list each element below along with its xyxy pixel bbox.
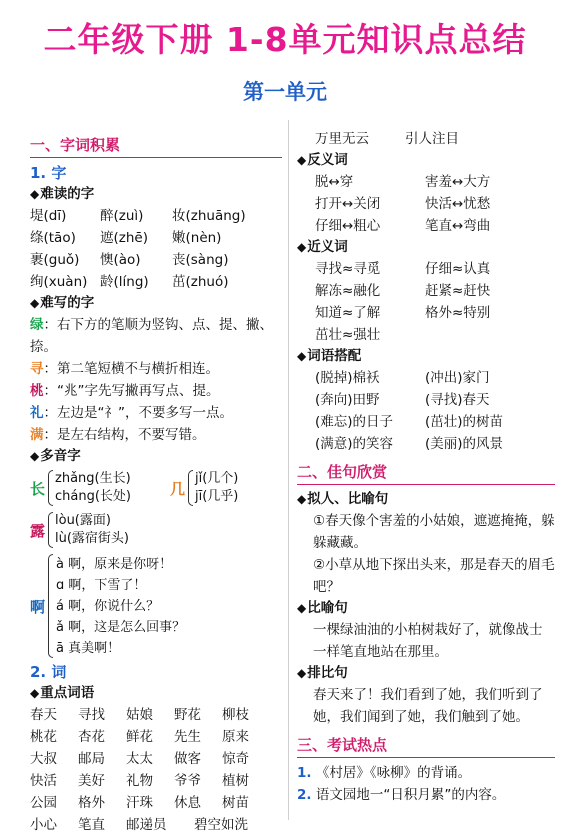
list-item bbox=[30, 314, 282, 358]
word-cell: 快活 bbox=[30, 773, 57, 789]
word-cell: 做客 bbox=[174, 751, 201, 767]
table-row bbox=[30, 792, 282, 814]
word-cell: 树苗 bbox=[222, 795, 249, 811]
reading: cháng(长处) bbox=[55, 489, 131, 504]
antonym-list bbox=[297, 171, 555, 237]
list-item bbox=[315, 215, 555, 237]
char-note: ：“兆”字先写撇再写点、提。 bbox=[43, 383, 220, 399]
word-cell: 礼物 bbox=[126, 773, 153, 789]
word-cell: 寻找 bbox=[78, 707, 105, 723]
word-pair: (美丽)的风景 bbox=[425, 436, 504, 452]
subheading-words: 2. 词 bbox=[30, 663, 67, 681]
word-cell: 太太 bbox=[126, 751, 153, 767]
list-item bbox=[30, 424, 282, 446]
list-item bbox=[30, 358, 282, 380]
word-cell: 大叔 bbox=[30, 751, 57, 767]
section-heading-vocab: 一、字词积累 bbox=[30, 132, 282, 158]
word-pair: 脱↔穿 bbox=[315, 174, 354, 190]
word-cell: 绚(xuàn) bbox=[30, 274, 88, 290]
list-item bbox=[315, 171, 555, 193]
sentence-2: ②小草从地下探出头来，那是春天的眉毛吧？ bbox=[313, 557, 555, 595]
word-pair: 茁壮≈强壮 bbox=[315, 327, 381, 343]
word-cell: 原来 bbox=[222, 729, 249, 745]
table-row bbox=[30, 770, 282, 792]
word-cell: 茁(zhuó) bbox=[172, 274, 229, 290]
heading-collocations: ◆ 词语搭配 bbox=[297, 346, 555, 367]
word-cell: 碧空如洗 bbox=[194, 817, 248, 833]
list-item bbox=[297, 784, 555, 806]
char-lu: 绿 bbox=[30, 317, 44, 333]
word-pair: (寻找)春天 bbox=[425, 392, 490, 408]
reading: á 啊，你说什么？ bbox=[56, 598, 160, 614]
exam-item: 语文园地一“日积月累”的内容。 bbox=[315, 787, 506, 803]
table-row bbox=[30, 726, 282, 748]
char-note: ：是左右结构，不要写错。 bbox=[43, 427, 206, 443]
word-cell: 懊(ào) bbox=[100, 252, 141, 268]
word-cell: 笔直 bbox=[78, 817, 105, 833]
word-cell: 姑娘 bbox=[126, 707, 153, 723]
word-pair: (奔向)田野 bbox=[315, 392, 380, 408]
list-item bbox=[315, 193, 555, 215]
word-cell: 惊奇 bbox=[222, 751, 249, 767]
section-heading-exam: 三、考试热点 bbox=[297, 732, 555, 758]
word-pair: 害羞↔大方 bbox=[425, 174, 491, 190]
list-item bbox=[315, 433, 555, 455]
left-column bbox=[30, 132, 282, 833]
table-row bbox=[30, 704, 282, 726]
heading-simile: ◆ 比喻句 bbox=[297, 598, 555, 619]
word-cell: 妆(zhuāng) bbox=[172, 208, 246, 224]
reading: à 啊，原来是你呀！ bbox=[56, 556, 173, 572]
word-cell: 休息 bbox=[174, 795, 201, 811]
word-pair: (冲出)家门 bbox=[425, 370, 490, 386]
word-cell: 堤(dī) bbox=[30, 208, 67, 224]
polyphone-ji bbox=[170, 467, 238, 509]
reading: lòu(露面) bbox=[55, 513, 111, 528]
list-item bbox=[315, 389, 555, 411]
char-li: 礼 bbox=[30, 405, 44, 421]
word-pair: 仔细≈认真 bbox=[425, 261, 491, 277]
word-pair: 寻找≈寻觅 bbox=[315, 261, 381, 277]
char-man: 满 bbox=[30, 427, 44, 443]
word-cell: 杏花 bbox=[78, 729, 105, 745]
word-cell: 爷爷 bbox=[174, 773, 201, 789]
polyphone-char: 几 bbox=[170, 479, 186, 498]
word-cell: 邮递员 bbox=[126, 817, 167, 833]
table-row bbox=[30, 814, 282, 836]
page-title: 二年级下册 1-8单元知识点总结 bbox=[43, 20, 527, 59]
reading: ɑ 啊，下雪了！ bbox=[56, 577, 147, 593]
char-xun: 寻 bbox=[30, 361, 44, 377]
word-cell: 引人注目 bbox=[405, 131, 459, 147]
exam-item: 《村居》《咏柳》的背诵。 bbox=[315, 765, 472, 781]
word-cell: 公园 bbox=[30, 795, 57, 811]
list-item bbox=[30, 205, 282, 227]
reading: ā 真美啊！ bbox=[56, 640, 121, 656]
list-item bbox=[297, 762, 555, 784]
word-cell: 绦(tāo) bbox=[30, 230, 76, 246]
word-cell: 嫩(nèn) bbox=[172, 230, 222, 246]
word-pair: (脱掉)棉袄 bbox=[315, 370, 380, 386]
sentence-1: ①春天像个害羞的小姑娘，遮遮掩掩，躲躲藏藏。 bbox=[313, 513, 555, 551]
word-pair: (茁壮)的树苗 bbox=[425, 414, 504, 430]
word-cell: 春天 bbox=[30, 707, 57, 723]
list-item bbox=[30, 402, 282, 424]
list-item bbox=[315, 324, 555, 346]
word-pair: (难忘)的日子 bbox=[315, 414, 394, 430]
synonym-list bbox=[297, 258, 555, 346]
parallelism-sentence: 春天来了！我们看到了她，我们听到了她，我们闻到了她，我们触到了她。 bbox=[313, 687, 543, 725]
word-pair: 格外≈特别 bbox=[425, 305, 491, 321]
word-pair: (满意)的笑容 bbox=[315, 436, 394, 452]
column-divider bbox=[288, 120, 289, 820]
word-pair: 赶紧≈赶快 bbox=[425, 283, 491, 299]
reading: jǐ(几个) bbox=[195, 471, 239, 486]
heading-synonyms: ◆ 近义词 bbox=[297, 237, 555, 258]
reading: lù(露宿街头) bbox=[55, 531, 129, 546]
right-column bbox=[297, 128, 555, 818]
table-row bbox=[30, 748, 282, 770]
word-cell: 裹(guǒ) bbox=[30, 252, 80, 268]
key-words-table bbox=[30, 704, 282, 836]
polyphone-a bbox=[30, 551, 282, 661]
polyphone-lu bbox=[30, 509, 282, 551]
word-pair: 快活↔忧愁 bbox=[425, 196, 491, 212]
char-note: ：右下方的笔顺为竖钩、点、提、撇、捺。 bbox=[30, 317, 273, 355]
char-note: ：第二笔短横不与横折相连。 bbox=[43, 361, 219, 377]
word-cell: 邮局 bbox=[78, 751, 105, 767]
word-cell: 格外 bbox=[78, 795, 105, 811]
char-note: ：左边是“礻”，不要多写一点。 bbox=[43, 405, 233, 421]
difficult-reading-list bbox=[30, 205, 282, 293]
heading-parallelism: ◆ 排比句 bbox=[297, 663, 555, 684]
heading-difficult-writing: ◆ 难写的字 bbox=[30, 293, 282, 314]
heading-key-words: ◆ 重点词语 bbox=[30, 683, 282, 704]
simile-sentence: 一棵绿油油的小柏树栽好了，就像战士一样笔直地站在那里。 bbox=[313, 622, 543, 660]
word-cell: 万里无云 bbox=[315, 131, 369, 147]
brace-icon bbox=[48, 554, 53, 658]
collocation-list bbox=[297, 367, 555, 455]
word-cell: 先生 bbox=[174, 729, 201, 745]
heading-polyphones: ◆ 多音字 bbox=[30, 446, 282, 467]
word-cell: 醉(zuì) bbox=[100, 208, 144, 224]
subheading-characters: 1. 字 bbox=[30, 164, 67, 182]
word-pair: 仔细↔粗心 bbox=[315, 218, 381, 234]
difficult-writing-list bbox=[30, 314, 282, 446]
word-cell: 汗珠 bbox=[126, 795, 153, 811]
item-number: 2. bbox=[297, 787, 312, 803]
brace-icon bbox=[48, 470, 53, 506]
polyphone-chang bbox=[30, 467, 170, 509]
word-cell: 柳枝 bbox=[222, 707, 249, 723]
word-cell: 野花 bbox=[174, 707, 201, 723]
word-pair: 笔直↔弯曲 bbox=[425, 218, 491, 234]
word-cell: 龄(líng) bbox=[100, 274, 149, 290]
word-cell: 小心 bbox=[30, 817, 57, 833]
word-cell: 遮(zhē) bbox=[100, 230, 148, 246]
word-pair: 解冻≈融化 bbox=[315, 283, 381, 299]
polyphone-row bbox=[30, 467, 282, 509]
unit-title: 第一单元 bbox=[243, 80, 327, 104]
word-cell: 桃花 bbox=[30, 729, 57, 745]
list-item bbox=[30, 249, 282, 271]
word-cell: 鲜花 bbox=[126, 729, 153, 745]
list-item bbox=[315, 411, 555, 433]
brace-icon bbox=[188, 470, 193, 506]
heading-personification: ◆ 拟人、比喻句 bbox=[297, 489, 555, 510]
reading: zhǎng(生长) bbox=[55, 471, 131, 486]
word-pair: 知道≈了解 bbox=[315, 305, 381, 321]
word-pair: 打开↔关闭 bbox=[315, 196, 381, 212]
reading: jī(几乎) bbox=[195, 489, 239, 504]
list-item bbox=[315, 367, 555, 389]
brace-icon bbox=[48, 512, 53, 548]
heading-difficult-reading: ◆ 难读的字 bbox=[30, 184, 282, 205]
word-cell: 美好 bbox=[78, 773, 105, 789]
heading-antonyms: ◆ 反义词 bbox=[297, 150, 555, 171]
list-item bbox=[30, 227, 282, 249]
section-heading-sentences: 二、佳句欣赏 bbox=[297, 459, 555, 485]
reading: ǎ 啊，这是怎么回事？ bbox=[56, 619, 186, 635]
list-item bbox=[30, 380, 282, 402]
polyphone-char: 露 bbox=[30, 521, 46, 540]
list-item bbox=[315, 280, 555, 302]
list-item bbox=[30, 271, 282, 293]
word-cell: 丧(sàng) bbox=[172, 252, 229, 268]
polyphone-char: 长 bbox=[30, 479, 46, 498]
word-cell: 植树 bbox=[222, 773, 249, 789]
list-item bbox=[297, 128, 555, 150]
item-number: 1. bbox=[297, 765, 312, 781]
char-tao: 桃 bbox=[30, 383, 44, 399]
list-item bbox=[315, 302, 555, 324]
list-item bbox=[315, 258, 555, 280]
polyphone-char: 啊 bbox=[30, 597, 46, 616]
